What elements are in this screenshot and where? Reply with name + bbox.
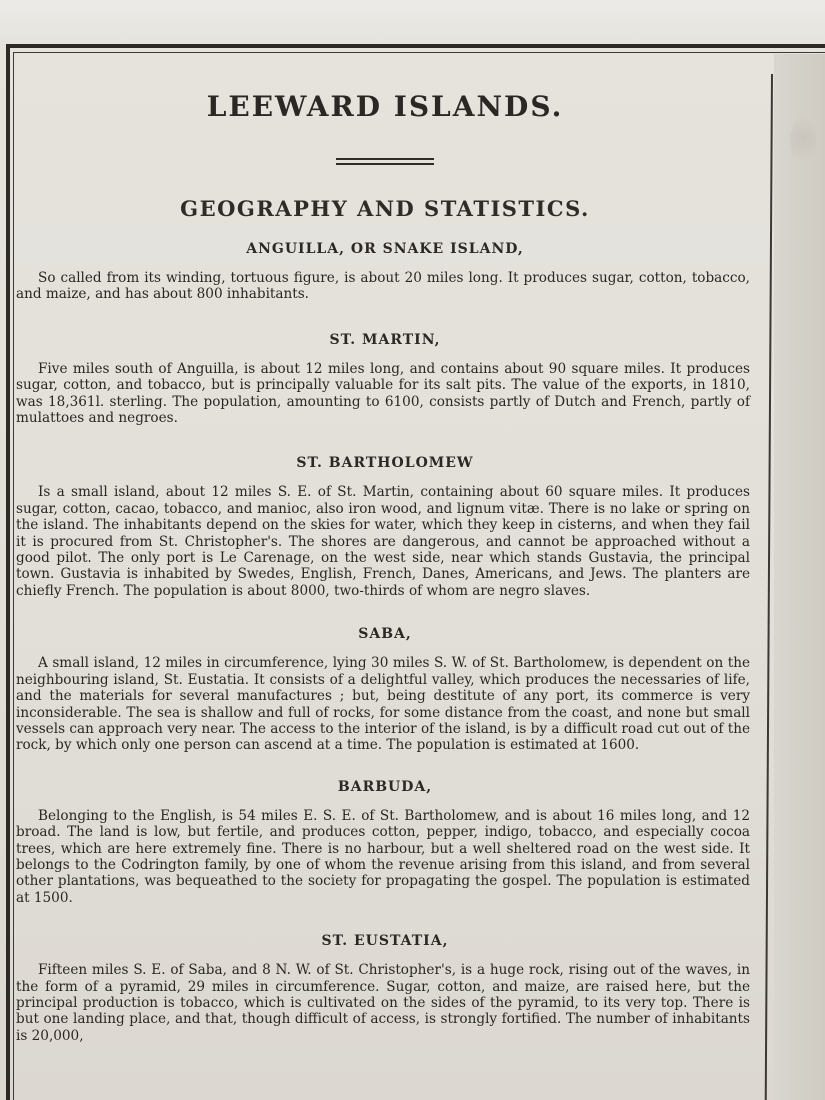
page-title: LEEWARD ISLANDS. [206, 90, 564, 123]
border-rule-top-thick [8, 44, 825, 48]
section-heading: BARBUDA, [337, 778, 433, 795]
section-saba [16, 623, 754, 753]
section-heading: ST. BARTHOLOMEW [296, 455, 474, 472]
page-right-margin [774, 54, 825, 1100]
border-rule-right [765, 74, 773, 1100]
binding-hole-mark [790, 116, 816, 166]
page-content [16, 84, 754, 1044]
ornament-rule-upper [336, 158, 434, 160]
section-st-martin [16, 329, 754, 427]
section-paragraph: Belonging to the English, is 54 miles E. S. E. of St. Bartholomew, and is about 16 miles long, and 12 broad. The land is low, but fertile, and produces cotton, pepper, indigo, tobacco, and especially cocoa trees, which are here extremely fine. There is no harbour, but a well sheltered road on the west side. It belongs to the Codrington family, by one of whom the revenue arising from this island, and from several other plantations, was bequeathed to the society for propagating the gospel. The population is estimated at 1500. [16, 807, 750, 906]
ornament-rule-lower [336, 163, 434, 165]
border-rule-left-thick [6, 44, 10, 1100]
page-top-margin [0, 0, 825, 44]
section-paragraph: Fifteen miles S. E. of Saba, and 8 N. W. of St. Christopher's, is a huge rock, rising out of the waves, in the form of a pyramid, 29 miles in circumference. Sugar, cotton, and maize, are raised here, but the principal production is tobacco, which is cultivated on the sides of the pyramid, to its very top. There is but one landing place, and that, though difficult of access, is strongly fortified. The number of inhabitants is 20,000, [16, 962, 750, 1044]
border-rule-top-thin [14, 52, 825, 53]
section-anguilla [16, 238, 754, 303]
title-ornament-double-rule [336, 158, 434, 166]
section-st-eustatia [16, 930, 754, 1044]
section-heading: ANGUILLA, OR SNAKE ISLAND, [246, 241, 524, 257]
section-barbuda [16, 776, 754, 906]
section-paragraph: Is a small island, about 12 miles S. E. of St. Martin, containing about 60 square miles. It produces sugar, cotton, cacao, tobacco, and manioc, also iron wood, and lignum vitæ. There is no lake or spring on the island. The inhabitants depend on the skies for water, which they keep in cisterns, and when they fail it is procured from St. Christopher's. The shores are dangerous, and cannot be approached without a good pilot. The only port is Le Carenage, on the west side, near which stands Gustavia, the principal town. Gustavia is inhabited by Swedes, English, French, Danes, Americans, and Jews. The planters are chiefly French. The population is about 8000, two-thirds of whom are negro slaves. [16, 484, 750, 599]
section-heading: ST. EUSTATIA, [321, 933, 449, 950]
border-rule-left-thin [13, 52, 14, 1100]
page-subtitle: GEOGRAPHY AND STATISTICS. [180, 196, 590, 221]
section-paragraph: Five miles south of Anguilla, is about 12 miles long, and contains about 90 square miles. It produces sugar, cotton, and tobacco, but is principally valuable for its salt pits. The value of the exports, in 1810, was 18,361l. sterling. The population, amounting to 6100, consists partly of Dutch and French, partly of mulattoes and negroes. [16, 360, 750, 427]
section-heading: SABA, [358, 626, 412, 643]
section-heading: ST. MARTIN, [329, 331, 441, 348]
section-paragraph: A small island, 12 miles in circumference, lying 30 miles S. W. of St. Bartholomew, is dependent on the neighbouring island, St. Eustatia. It consists of a delightful valley, which produces the necessaries of life, and the materials for several manufactures ; but, being destitute of any port, its commerce is very inconsiderable. The sea is shallow and full of rocks, for some distance from the coast, and none but small vessels can approach very near. The access to the interior of the island, is by a difficult road cut out of the rock, by which only one person can ascend at a time. The population is estimated at 1600. [16, 655, 750, 754]
section-st-bartholomew [16, 452, 754, 599]
section-paragraph: So called from its winding, tortuous figure, is about 20 miles long. It produces sugar, cotton, tobacco, and maize, and has about 800 inhabitants. [16, 270, 750, 303]
